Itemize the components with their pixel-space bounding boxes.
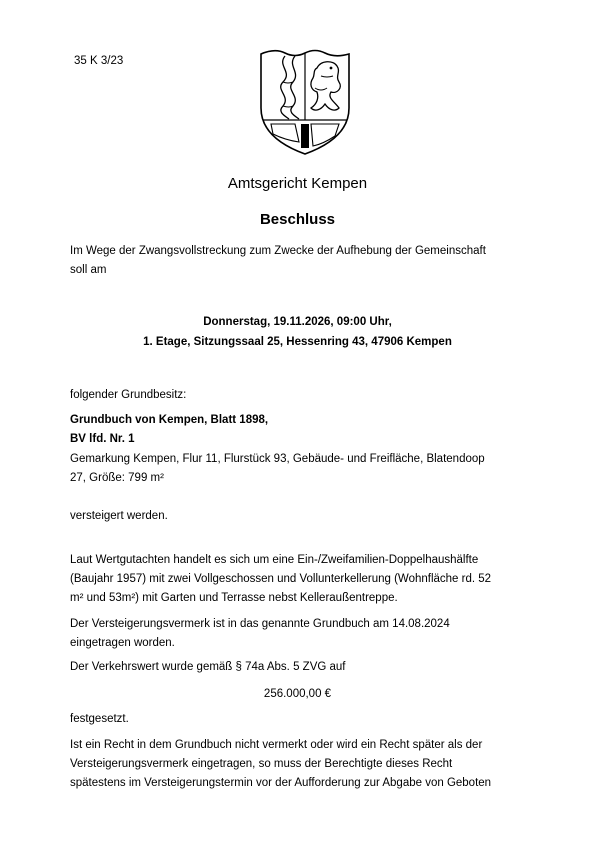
intro-line-2: soll am bbox=[70, 264, 107, 276]
auction-date: Donnerstag, 19.11.2026, 09:00 Uhr, bbox=[203, 316, 392, 328]
document-heading: Beschluss bbox=[259, 211, 336, 228]
intro-line-1: Im Wege der Zwangsvollstreckung zum Zwecke der Aufhebung der Gemeinschaft bbox=[70, 245, 486, 257]
land-register: Grundbuch von Kempen, Blatt 1898, bbox=[70, 414, 269, 426]
auction-location: 1. Etage, Sitzungssaal 25, Hessenring 43, 47906 Kempen bbox=[143, 336, 452, 348]
rights-line-2: Versteigerungsvermerk eingetragen, so muss der Berechtigte dieses Recht bbox=[70, 758, 453, 770]
parcel-line-2: 27, Größe: 799 m² bbox=[70, 472, 164, 484]
property-label: folgender Grundbesitz: bbox=[70, 389, 187, 401]
court-name: Amtsgericht Kempen bbox=[227, 175, 368, 192]
value-outro: festgesetzt. bbox=[70, 713, 129, 725]
auction-text: versteigert werden. bbox=[70, 510, 168, 522]
rights-line-3: spätestens im Versteigerungstermin vor der Aufforderung zur Abgabe von Geboten bbox=[70, 777, 492, 789]
appraisal-line-3: m² und 53m²) mit Garten und Terrasse nebst Kelleraußentreppe. bbox=[70, 592, 398, 604]
value-intro: Der Verkehrswert wurde gemäß § 74a Abs. 5 ZVG auf bbox=[70, 661, 346, 673]
bv-number: BV lfd. Nr. 1 bbox=[70, 433, 135, 445]
registration-line-2: eingetragen worden. bbox=[70, 637, 175, 649]
nrw-coat-of-arms-icon bbox=[255, 48, 355, 158]
registration-line-1: Der Versteigerungsvermerk ist in das genannte Grundbuch am 14.08.2024 bbox=[70, 618, 450, 630]
value-amount: 256.000,00 € bbox=[263, 688, 332, 700]
parcel-line-1: Gemarkung Kempen, Flur 11, Flurstück 93, Gebäude- und Freifläche, Blatendoop bbox=[70, 453, 485, 465]
appraisal-line-1: Laut Wertgutachten handelt es sich um eine Ein-/Zweifamilien-Doppelhaushälfte bbox=[70, 554, 479, 566]
appraisal-line-2: (Baujahr 1957) mit zwei Vollgeschossen und Vollunterkellerung (Wohnfläche rd. 52 bbox=[70, 573, 492, 585]
case-number: 35 K 3/23 bbox=[74, 55, 124, 67]
rights-line-1: Ist ein Recht in dem Grundbuch nicht vermerkt oder wird ein Recht später als der bbox=[70, 739, 483, 751]
